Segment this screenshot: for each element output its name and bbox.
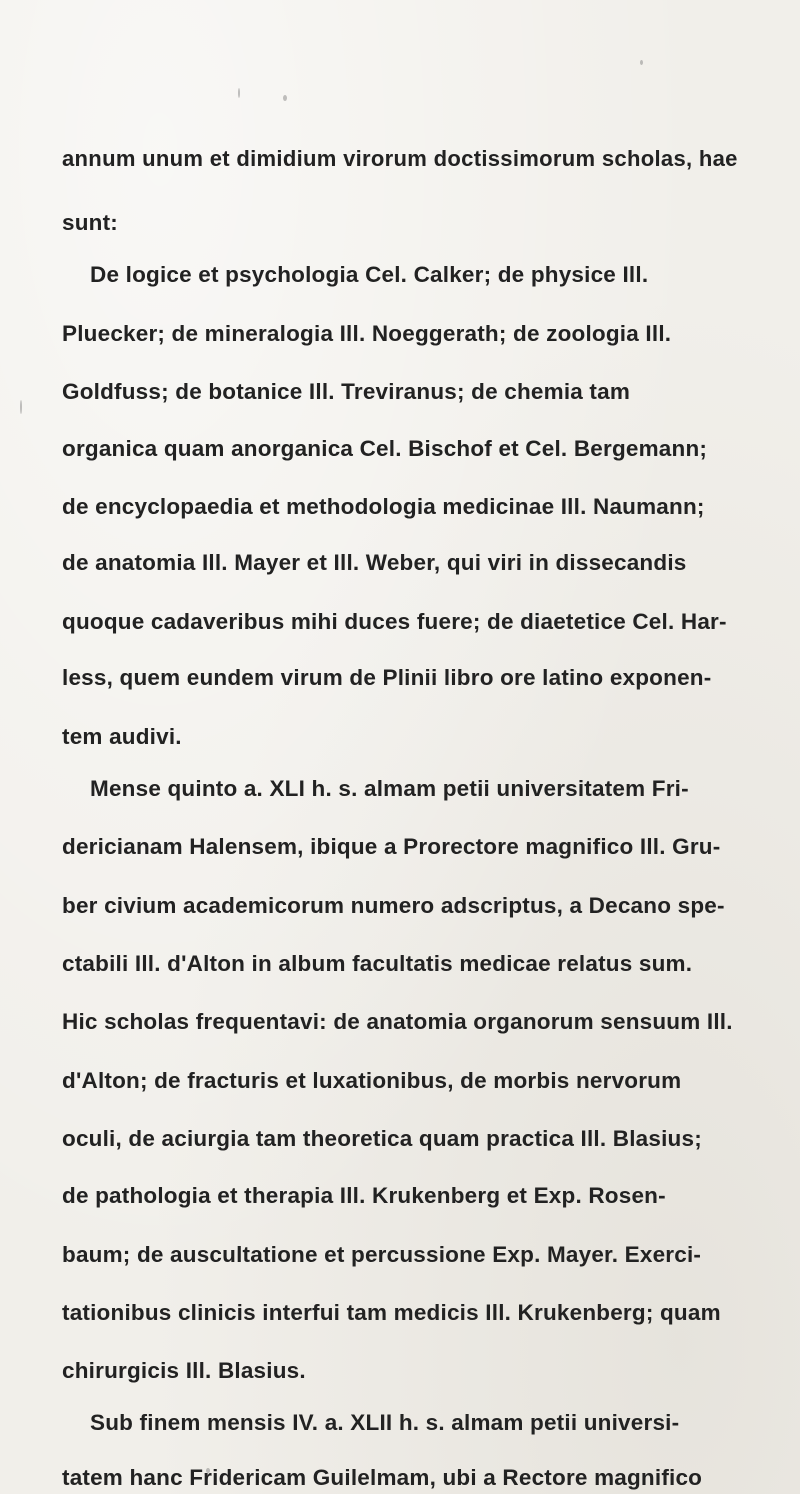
text-line: de pathologia et therapia Ill. Krukenberg et Exp. Rosen- — [62, 1183, 666, 1208]
text-line: sunt: — [62, 210, 118, 235]
text-line: Goldfuss; de botanice Ill. Treviranus; de chemia tam — [62, 379, 631, 404]
text-line: Pluecker; de mineralogia Ill. Noeggerath; de zoologia Ill. — [62, 321, 672, 346]
text-line: organica quam anorganica Cel. Bischof et Cel. Bergemann; — [62, 436, 708, 461]
scan-speck — [640, 60, 643, 65]
scan-speck — [238, 88, 240, 98]
text-line: less, quem eundem virum de Plinii libro ore latino exponen- — [62, 665, 712, 690]
text-line: tatem hanc Fridericam Guilelmam, ubi a Rectore magnifico — [62, 1465, 703, 1490]
text-line: ber civium academicorum numero adscriptus, a Decano spe- — [62, 893, 725, 918]
text-line: de anatomia Ill. Mayer et Ill. Weber, qui viri in dissecandis — [62, 550, 687, 575]
text-line: de encyclopaedia et methodologia medicinae Ill. Naumann; — [62, 494, 705, 519]
text-line: baum; de auscultatione et percussione Exp. Mayer. Exerci- — [62, 1242, 702, 1267]
text-line: ctabili Ill. d'Alton in album facultatis medicae relatus sum. — [62, 951, 693, 976]
text-line: tationibus clinicis interfui tam medicis Ill. Krukenberg; quam — [62, 1300, 721, 1325]
text-line: chirurgicis Ill. Blasius. — [62, 1358, 306, 1383]
text-line: tem audivi. — [62, 724, 182, 749]
text-line: dericianam Halensem, ibique a Prorectore magnifico Ill. Gru- — [62, 834, 721, 859]
scan-speck — [283, 95, 287, 101]
text-line: d'Alton; de fracturis et luxationibus, de morbis nervorum — [62, 1068, 682, 1093]
text-line: Sub finem mensis IV. a. XLII h. s. almam petii universi- — [90, 1410, 680, 1435]
text-line: Mense quinto a. XLI h. s. almam petii universitatem Fri- — [90, 776, 689, 801]
text-line: quoque cadaveribus mihi duces fuere; de diaetetice Cel. Har- — [62, 609, 727, 634]
text-line: Hic scholas frequentavi: de anatomia organorum sensuum Ill. — [62, 1009, 733, 1034]
text-line: oculi, de aciurgia tam theoretica quam practica Ill. Blasius; — [62, 1126, 702, 1151]
scan-speck — [20, 400, 22, 414]
text-line: annum unum et dimidium virorum doctissimorum scholas, hae — [62, 146, 738, 171]
text-line: De logice et psychologia Cel. Calker; de physice Ill. — [90, 262, 649, 287]
